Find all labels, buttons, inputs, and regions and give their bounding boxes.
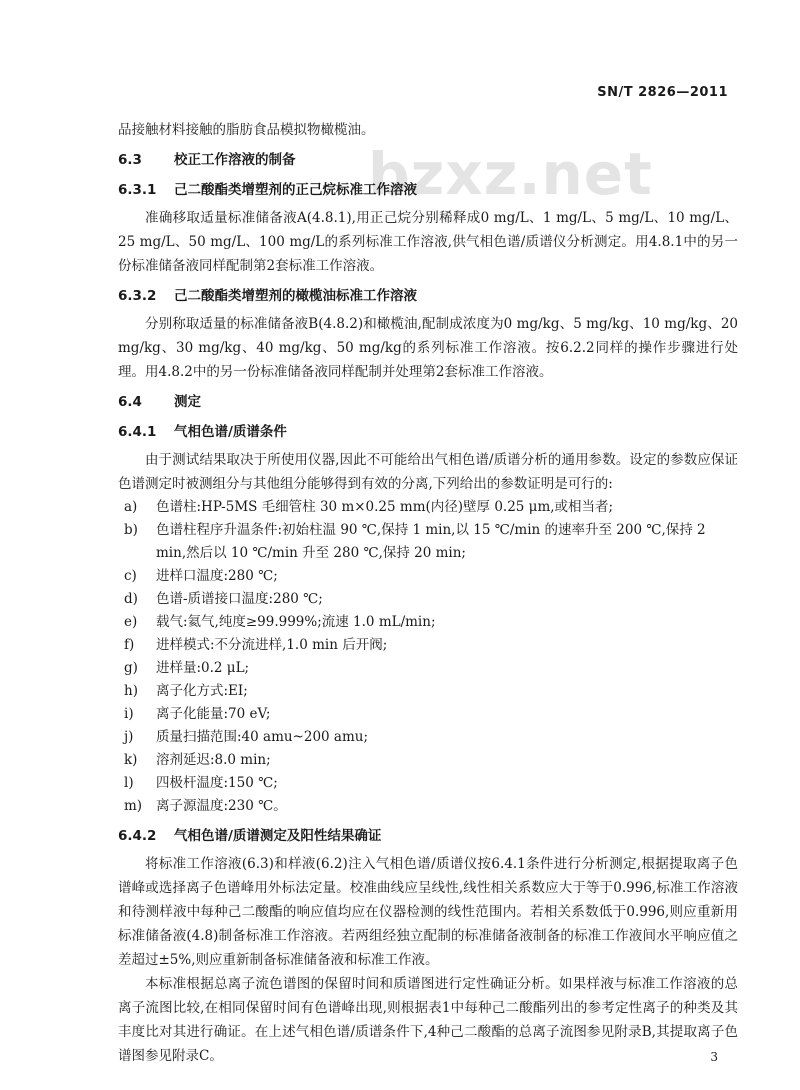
- list-item: [118, 634, 738, 657]
- list-item-marker: j): [124, 729, 134, 745]
- section-6-3-2-text: 分别称取适量的标准储备液B(4.8.2)和橄榄油,配制成浓度为0 mg/kg、5 mg/kg、10 mg/kg、20 mg/kg、30 mg/kg、40 mg/kg、50 mg/kg的系列标准工作溶液。按6.2.2同样的操作步骤进行处理。用4.8.2中的另一份标准储备液同样配制并处理第2套标准工作溶液。: [118, 316, 738, 380]
- section-6-4-1-heading: [118, 420, 738, 444]
- section-6-4-2-paragraph-1: 将标准工作溶液(6.3)和样液(6.2)注入气相色谱/质谱仪按6.4.1条件进行分析测定,根据提取离子色谱峰或选择离子色谱峰用外标法定量。校准曲线应呈线性,线性相关系数应大于等于0.996,标准工作溶液和待测样液中每种己二酸酯的响应值均应在仪器检测的线性范围内。若相关系数低于0.996,则应重新用标准储备液(4.8)制备标准工作溶液。若两组经独立配制的标准储备液制备的标准工作液间水平响应值之差超过±5%,则应重新制备标准储备液和标准工作液。: [118, 856, 738, 968]
- standard-number: SN/T 2826—2011: [597, 85, 728, 100]
- page-content: [118, 118, 738, 1068]
- list-item-text: 溶剂延迟:8.0 min;: [156, 752, 271, 768]
- section-6-4-1-text: 由于测试结果取决于所使用仪器,因此不可能给出气相色谱/质谱分析的通用参数。设定的参数应保证色谱测定时被测组分与其他组分能够得到有效的分离,下列给出的参数证明是可行的:: [118, 452, 738, 492]
- section-6-4-2-paragraph-2: 本标准根据总离子流色谱图的保留时间和质谱图进行定性确证分析。如果样液与标准工作溶液的总离子流图比较,在相同保留时间有色谱峰出现,则根据表1中每种己二酸酯列出的参考定性离子的种类及其丰度比对其进行确证。在上述气相色谱/质谱条件下,4种己二酸酯的总离子流图参见附录B,其提取离子色谱图参见附录C。: [118, 976, 738, 1064]
- list-item: [118, 496, 738, 519]
- list-item: [118, 565, 738, 588]
- list-item-marker: c): [124, 568, 137, 584]
- list-item: [118, 519, 738, 565]
- list-item-marker: g): [124, 660, 138, 676]
- list-item: [118, 726, 738, 749]
- section-6-3-1-heading: [118, 178, 738, 202]
- list-item-text: 进样量:0.2 μL;: [156, 660, 250, 676]
- list-item-text: 载气:氦气,纯度≥99.999%;流速 1.0 mL/min;: [156, 614, 436, 630]
- section-title: 己二酸酯类增塑剂的橄榄油标准工作溶液: [174, 288, 417, 304]
- list-item: [118, 772, 738, 795]
- section-title: 校正工作溶液的制备: [174, 152, 296, 168]
- section-title: 测定: [174, 394, 201, 410]
- list-item-marker: d): [124, 591, 138, 607]
- section-number: 6.4.2: [118, 828, 157, 844]
- list-item-marker: f): [124, 637, 135, 653]
- list-item: [118, 657, 738, 680]
- list-item-marker: l): [124, 775, 134, 791]
- section-6-4-2-heading: [118, 824, 738, 848]
- watermark: bzxz.net: [368, 140, 653, 208]
- list-item-marker: h): [124, 683, 138, 699]
- section-6-3-heading: [118, 148, 738, 172]
- section-number: 6.3.2: [118, 288, 157, 304]
- list-item-text: 质量扫描范围:40 amu~200 amu;: [156, 729, 369, 745]
- list-item-text: 色谱-质谱接口温度:280 ℃;: [156, 591, 323, 607]
- list-item-text: 色谱柱:HP-5MS 毛细管柱 30 m×0.25 mm(内径)壁厚 0.25 μm,或相当者;: [156, 499, 614, 515]
- list-item-marker: e): [124, 614, 138, 630]
- section-number: 6.4: [118, 394, 142, 410]
- list-item: [118, 749, 738, 772]
- list-item-text: 四极杆温度:150 ℃;: [156, 775, 278, 791]
- list-item: [118, 588, 738, 611]
- list-item: [118, 611, 738, 634]
- gcms-parameter-list: [118, 496, 738, 818]
- section-6-4-heading: [118, 390, 738, 414]
- list-item-text: 进样口温度:280 ℃;: [156, 568, 278, 584]
- section-title: 气相色谱/质谱条件: [174, 424, 287, 440]
- list-item-marker: i): [124, 706, 134, 722]
- list-item-text: 离子化能量:70 eV;: [156, 706, 271, 722]
- section-number: 6.3: [118, 152, 142, 168]
- list-item-marker: m): [124, 798, 143, 814]
- section-number: 6.3.1: [118, 182, 157, 198]
- list-item: [118, 795, 738, 818]
- list-item-text: 离子源温度:230 ℃。: [156, 798, 287, 814]
- list-item-marker: b): [124, 522, 138, 538]
- section-6-3-2-heading: [118, 284, 738, 308]
- list-item-marker: a): [124, 499, 138, 515]
- page-number: 3: [710, 1050, 718, 1064]
- list-item-text: 离子化方式:EI;: [156, 683, 248, 699]
- list-item: [118, 680, 738, 703]
- section-title: 气相色谱/质谱测定及阳性结果确证: [174, 828, 382, 844]
- section-title: 己二酸酯类增塑剂的正己烷标准工作溶液: [174, 182, 417, 198]
- section-6-3-1-text: 准确移取适量标准储备液A(4.8.1),用正己烷分别稀释成0 mg/L、1 mg/L、5 mg/L、10 mg/L、25 mg/L、50 mg/L、100 mg/L的系列标准工作溶液,供气相色谱/质谱仪分析测定。用4.8.1中的另一份标准储备液同样配制第2套标准工作溶液。: [118, 210, 738, 274]
- list-item-text: 色谱柱程序升温条件:初始柱温 90 ℃,保持 1 min,以 15 ℃/min 的速率升至 200 ℃,保持 2 min,然后以 10 ℃/min 升至 280 ℃,保持 20 min;: [156, 522, 706, 561]
- intro-line: 品接触材料接触的脂肪食品模拟物橄榄油。: [118, 122, 375, 138]
- list-item-marker: k): [124, 752, 138, 768]
- section-number: 6.4.1: [118, 424, 157, 440]
- list-item-text: 进样模式:不分流进样,1.0 min 后开阀;: [156, 637, 388, 653]
- list-item: [118, 703, 738, 726]
